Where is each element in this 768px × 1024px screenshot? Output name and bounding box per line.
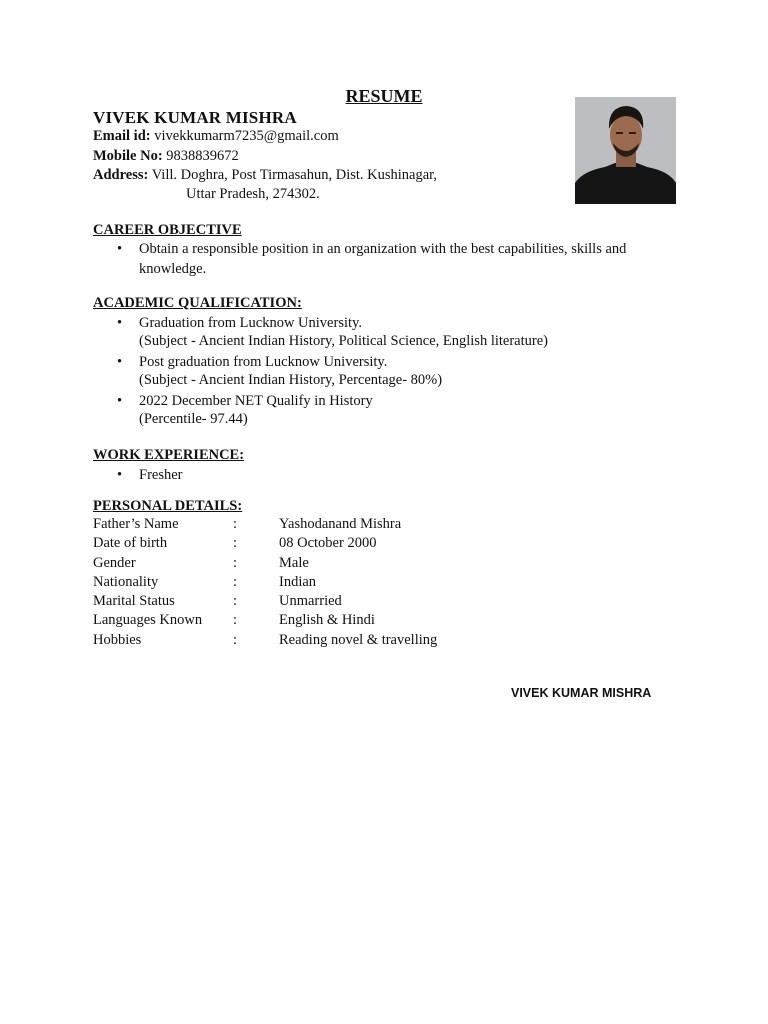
personal-colon: : <box>233 555 238 571</box>
personal-value: Unmarried <box>279 593 342 609</box>
personal-label: Nationality <box>93 574 159 590</box>
email-line <box>93 128 339 145</box>
address-label: Address: <box>93 167 149 183</box>
address-value-line2: Uttar Pradesh, 274302. <box>186 186 320 202</box>
personal-value: Yashodanand Mishra <box>279 516 402 532</box>
personal-label: Date of birth <box>93 535 168 551</box>
personal-value: 08 October 2000 <box>279 535 377 551</box>
candidate-name: VIVEK KUMAR MISHRA <box>93 108 297 127</box>
personal-colon: : <box>233 516 238 532</box>
personal-colon: : <box>233 535 238 551</box>
academic-item-detail: (Subject - Ancient Indian History, Percentage- 80%) <box>139 372 443 388</box>
profile-photo <box>575 97 676 204</box>
mobile-label: Mobile No: <box>93 148 163 164</box>
mobile-value: 9838839672 <box>166 148 239 164</box>
work-experience-heading: WORK EXPERIENCE: <box>93 447 245 463</box>
personal-value: Indian <box>279 574 317 590</box>
personal-colon: : <box>233 593 238 609</box>
academic-item-detail: (Subject - Ancient Indian History, Political Science, English literature) <box>139 333 548 349</box>
address-value-line1: Vill. Doghra, Post Tirmasahun, Dist. Kushinagar, <box>151 167 438 183</box>
personal-label: Father’s Name <box>93 516 179 532</box>
academic-item: • Post graduation from Lucknow University. <box>139 353 679 373</box>
personal-label: Gender <box>93 555 136 571</box>
email-value: vivekkumarm7235@gmail.com <box>154 128 339 144</box>
address-line <box>93 167 437 184</box>
mobile-line <box>93 148 239 165</box>
personal-label: Languages Known <box>93 612 203 628</box>
personal-value: Reading novel & travelling <box>279 632 438 648</box>
personal-label: Marital Status <box>93 593 175 609</box>
academic-item: • Graduation from Lucknow University. <box>139 314 679 334</box>
personal-colon: : <box>233 574 238 590</box>
email-label: Email id: <box>93 128 151 144</box>
personal-colon: : <box>233 612 238 628</box>
personal-value: Male <box>279 555 309 571</box>
career-objective-heading: CAREER OBJECTIVE <box>93 222 242 238</box>
personal-value: English & Hindi <box>279 612 375 628</box>
academic-heading: ACADEMIC QUALIFICATION: <box>93 295 302 311</box>
personal-label: Hobbies <box>93 632 142 648</box>
academic-item: • 2022 December NET Qualify in History <box>139 392 679 412</box>
work-experience-item: • Fresher <box>139 466 679 486</box>
career-objective-item: • Obtain a responsible position in an organization with the best capabilities, skills and knowledge. <box>139 240 679 279</box>
personal-details-heading: PERSONAL DETAILS: <box>93 498 243 514</box>
signature-name: VIVEK KUMAR MISHRA <box>511 686 652 700</box>
resume-title: RESUME <box>345 86 423 106</box>
personal-colon: : <box>233 632 238 648</box>
academic-item-detail: (Percentile- 97.44) <box>139 411 248 427</box>
